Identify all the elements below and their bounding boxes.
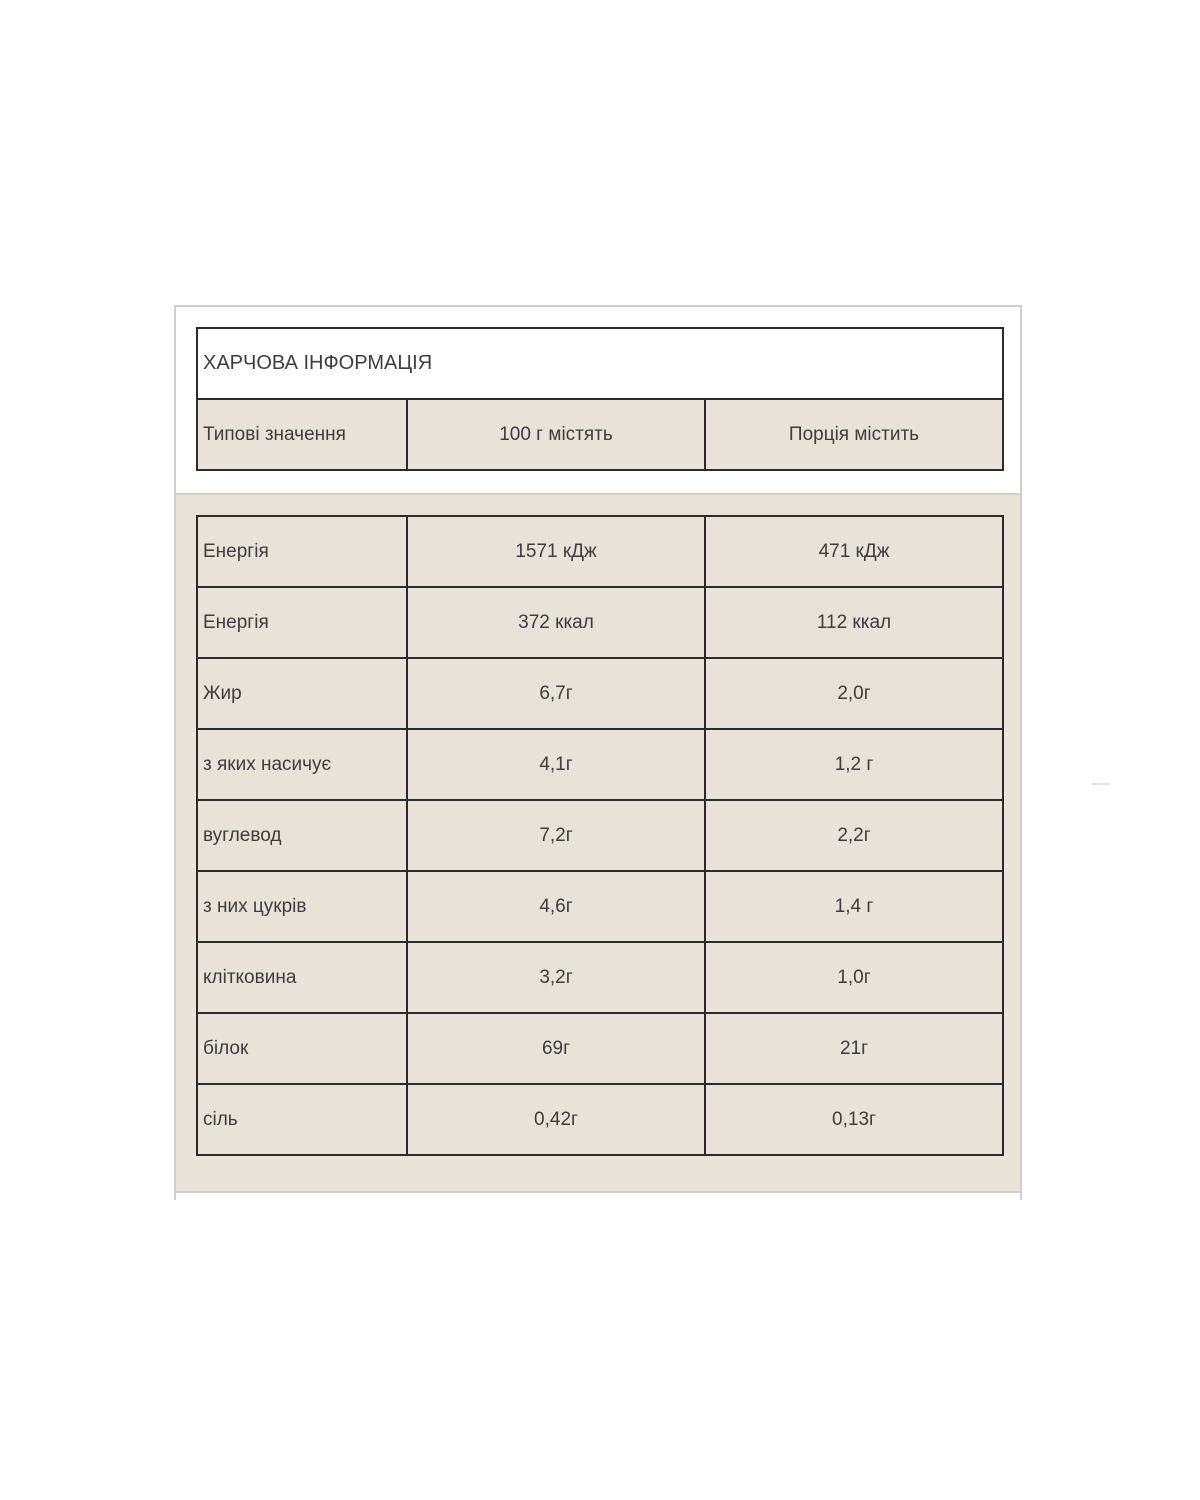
table-row [197,1084,1003,1155]
nutrition-header-table [196,327,1004,471]
value-per-portion: 0,13г [705,1084,1003,1155]
nutrition-header-section [176,307,1020,495]
value-per-portion: 21г [705,1013,1003,1084]
value-per-100g: 372 ккал [407,587,705,658]
value-per-100g: 3,2г [407,942,705,1013]
value-per-portion: 2,0г [705,658,1003,729]
value-per-portion: 1,4 г [705,871,1003,942]
nutrient-name: з яких насичує [197,729,407,800]
value-per-100g: 0,42г [407,1084,705,1155]
nutrition-values-table [196,515,1004,1156]
nutrition-panel [174,305,1022,1200]
nutrient-name: сіль [197,1084,407,1155]
table-row [197,871,1003,942]
nutrient-name: Енергія [197,587,407,658]
table-row [197,516,1003,587]
table-row [197,1013,1003,1084]
table-row [197,729,1003,800]
nutrient-name: з них цукрів [197,871,407,942]
column-header-per-100g: 100 г містять [407,399,705,470]
nutrition-title: ХАРЧОВА ІНФОРМАЦІЯ [197,328,1003,399]
column-header-typical: Типові значення [197,399,407,470]
value-per-100g: 6,7г [407,658,705,729]
nutrient-name: Енергія [197,516,407,587]
table-row [197,658,1003,729]
value-per-100g: 4,6г [407,871,705,942]
value-per-100g: 1571 кДж [407,516,705,587]
value-per-100g: 4,1г [407,729,705,800]
column-header-portion: Порція містить [705,399,1003,470]
column-header-row [197,399,1003,470]
nutrient-name: клітковина [197,942,407,1013]
value-per-100g: 69г [407,1013,705,1084]
value-per-portion: 2,2г [705,800,1003,871]
value-per-portion: 471 кДж [705,516,1003,587]
nutrient-name: вуглевод [197,800,407,871]
table-row [197,942,1003,1013]
value-per-portion: 1,2 г [705,729,1003,800]
nutrition-body-section [176,495,1020,1193]
nutrient-name: білок [197,1013,407,1084]
nutrient-name: Жир [197,658,407,729]
divider [1092,783,1110,785]
value-per-portion: 1,0г [705,942,1003,1013]
table-row [197,800,1003,871]
table-row [197,587,1003,658]
value-per-portion: 112 ккал [705,587,1003,658]
value-per-100g: 7,2г [407,800,705,871]
